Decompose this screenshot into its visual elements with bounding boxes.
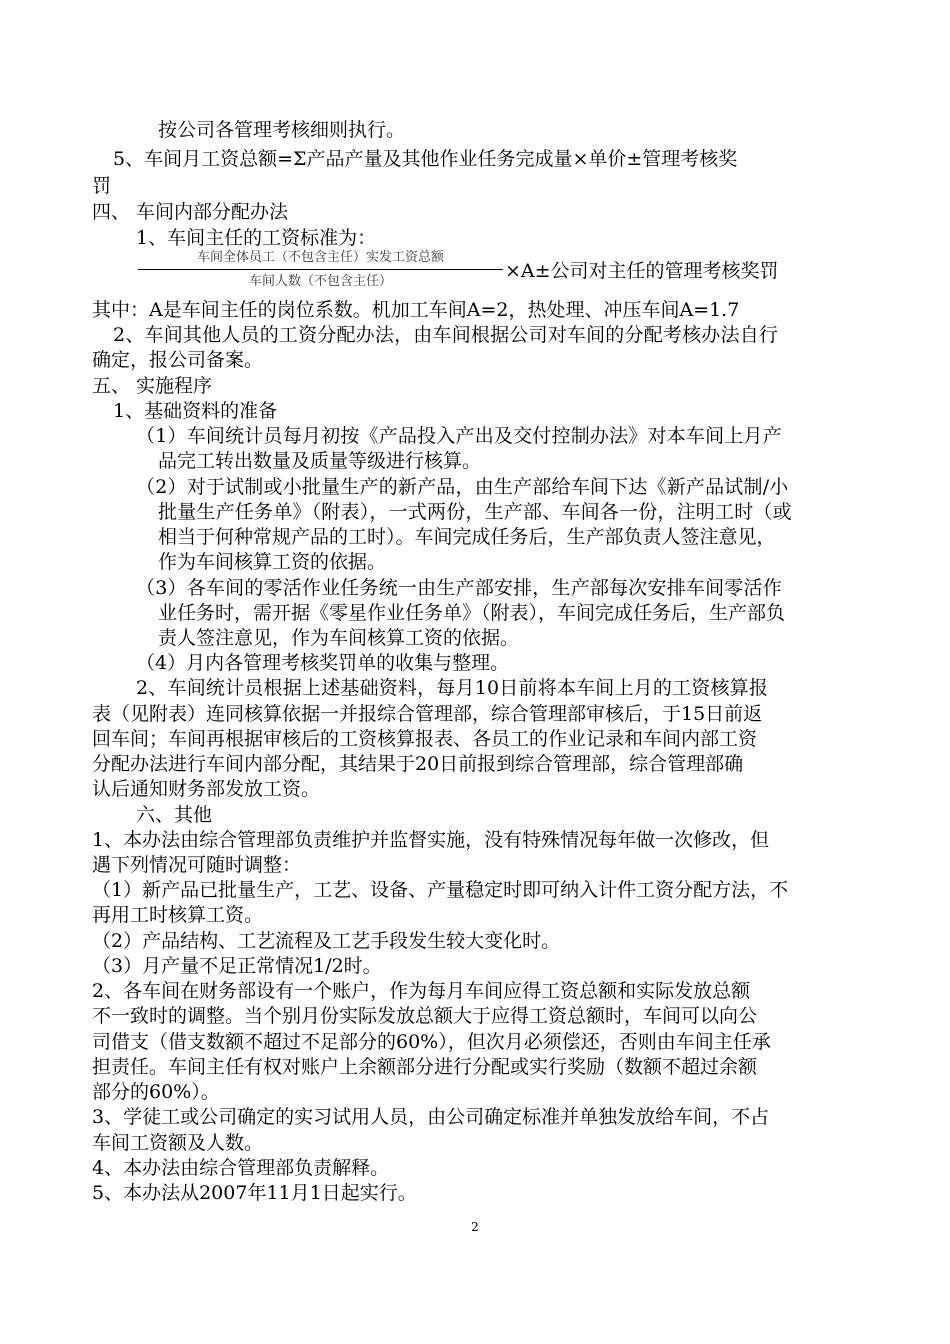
text-line: 品完工转出数量及质量等级进行核算。: [158, 450, 482, 472]
text-line: 罚: [92, 175, 112, 197]
fraction-bar: [138, 269, 503, 270]
text-line: 司借支（借支数额不超过不足部分的60%），但次月必须偿还，否则由车间主任承: [92, 1031, 771, 1053]
text-line: 车间工资额及人数。: [92, 1132, 264, 1154]
text-line: （3）各车间的零活作业任务统一由生产部安排，生产部每次安排车间零活作: [136, 577, 782, 599]
text-line: 2、车间其他人员的工资分配办法，由车间根据公司对车间的分配考核办法自行: [113, 324, 779, 346]
text-line: 1、基础资料的准备: [113, 400, 278, 422]
text-line: 回车间；车间再根据审核后的工资核算报表、各员工的作业记录和车间内部工资: [92, 728, 758, 750]
text-line: 表（见附表）连同核算依据一并报综合管理部，综合管理部审核后，于15日前返: [92, 703, 763, 725]
text-line: 1、本办法由综合管理部负责维护并监督实施，没有特殊情况每年做一次修改，但: [92, 829, 770, 851]
text-line: 1、车间主任的工资标准为：: [136, 227, 377, 249]
text-line: 其中：A是车间主任的岗位系数。机加工车间A=2，热处理、冲压车间A=1.7: [92, 299, 740, 321]
text-line: 相当于何种常规产品的工时）。车间完成任务后，生产部负责人签注意见，: [158, 526, 776, 548]
text-line: 责人签注意见，作为车间核算工资的依据。: [158, 627, 520, 649]
text-line: 再用工时核算工资。: [92, 904, 264, 926]
text-line: （3）月产量不足正常情况1/2时。: [92, 955, 382, 977]
text-line: 业任务时，需开据《零星作业任务单》（附表），车间完成任务后，生产部负: [158, 602, 786, 624]
text-line: 2、车间统计员根据上述基础资料，每月10日前将本车间上月的工资核算报: [136, 677, 769, 699]
text-line: 作为车间核算工资的依据。: [158, 551, 387, 573]
text-line: 3、学徒工或公司确定的实习试用人员，由公司确定标准并单独发放给车间，不占: [92, 1106, 770, 1128]
text-line: 批量生产任务单》（附表），一式两份，生产部、车间各一份，注明工时（或: [158, 501, 792, 523]
text-line: 2、各车间在财务部设有一个账户，作为每月车间应得工资总额和实际发放总额: [92, 980, 751, 1002]
section-heading: 五、 实施程序: [92, 375, 213, 397]
text-line: 确定，报公司备案。: [92, 349, 264, 371]
text-line: 认后通知财务部发放工资。: [92, 778, 321, 800]
text-line: （4）月内各管理考核奖罚单的收集与整理。: [136, 652, 510, 674]
text-line: 5、本办法从2007年11月1日起实行。: [92, 1182, 417, 1204]
page-number: 2: [471, 1220, 479, 1234]
text-line: （1）新产品已批量生产，工艺、设备、产量稳定时即可纳入计件工资分配方法，不: [92, 879, 789, 901]
text-line: 分配办法进行车间内部分配，其结果于20日前报到综合管理部，综合管理部确: [92, 753, 744, 775]
section-heading: 四、 车间内部分配办法: [92, 201, 289, 223]
text-line: 不一致时的调整。当个别月份实际发放总额大于应得工资总额时，车间可以向公: [92, 1005, 758, 1027]
text-line: 4、本办法由综合管理部负责解释。: [92, 1157, 390, 1179]
text-line: （2）对于试制或小批量生产的新产品，由生产部给车间下达《新产品试制/小: [136, 476, 789, 498]
text-line: （1）车间统计员每月初按《产品投入产出及交付控制办法》对本车间上月产: [136, 425, 782, 447]
formula-multiplier: ×A±公司对主任的管理考核奖罚: [505, 260, 779, 282]
text-line: 5、车间月工资总额=Σ产品产量及其他作业任务完成量×单价±管理考核奖: [113, 148, 738, 170]
salary-formula-fraction: [138, 248, 503, 292]
text-line: （2）产品结构、工艺流程及工艺手段发生较大变化时。: [92, 930, 561, 952]
formula-denominator: 车间人数（不包含主任）: [248, 274, 392, 289]
text-line: 遇下列情况可随时调整：: [92, 854, 302, 876]
text-line: 按公司各管理考核细则执行。: [158, 119, 406, 141]
section-heading: 六、其他: [136, 804, 213, 826]
text-line: 部分的60%）。: [92, 1081, 220, 1103]
formula-numerator: 车间全体员工（不包含主任）实发工资总额: [196, 250, 444, 265]
text-line: 担责任。车间主任有权对账户上余额部分进行分配或实行奖励（数额不超过余额: [92, 1056, 758, 1078]
